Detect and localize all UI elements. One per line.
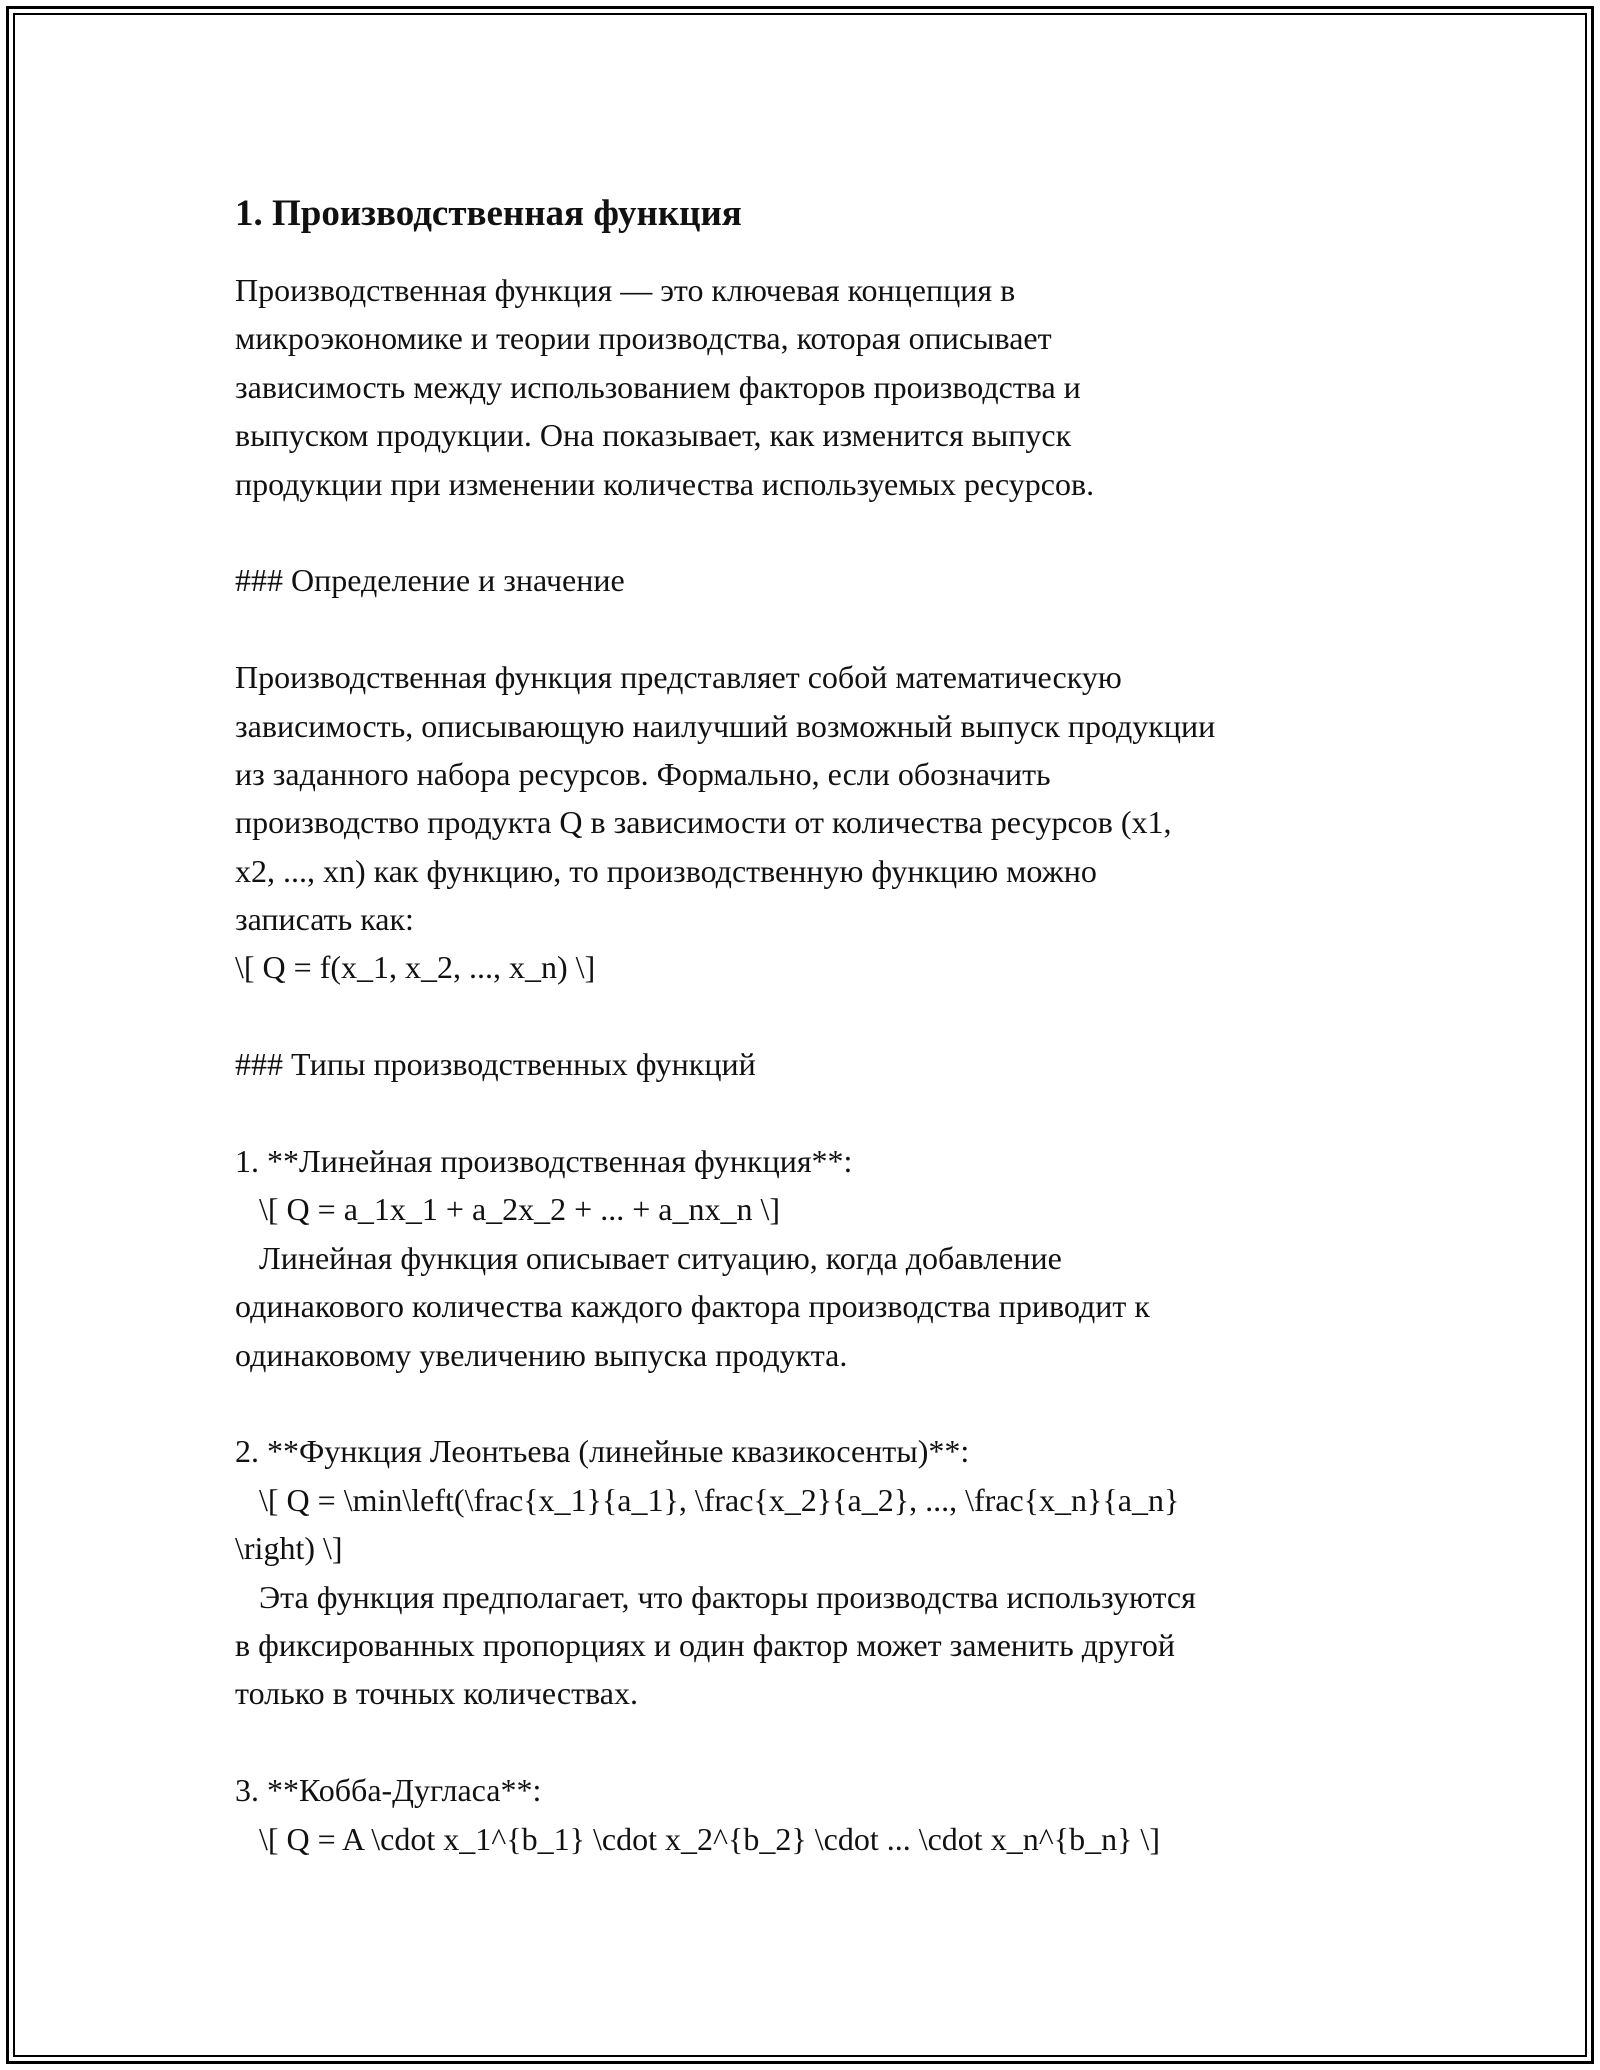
text-line: производство продукта Q в зависимости от количества ресурсов (x1,: [235, 804, 1172, 841]
intro-paragraph: [235, 266, 1385, 508]
subheading-definition: [235, 556, 1385, 604]
text-line: 1. **Линейная производственная функция**:: [235, 1143, 853, 1180]
text-line: 2. **Функция Леонтьева (линейные квазикосенты)**:: [235, 1433, 970, 1470]
formula-line: \right) \]: [235, 1530, 343, 1567]
definition-paragraph: [235, 653, 1385, 992]
spacer: [235, 238, 1385, 266]
text-line: продукции при изменении количества используемых ресурсов.: [235, 465, 1095, 502]
spacer: [235, 605, 1385, 653]
spacer: [235, 1718, 1385, 1766]
text-line: ### Типы производственных функций: [235, 1046, 756, 1083]
text-line: Эта функция предполагает, что факторы производства используются: [235, 1578, 1196, 1615]
formula-line: \[ Q = \min\left(\frac{x_1}{a_1}, \frac{x_2}{a_2}, ..., \frac{x_n}{a_n}: [235, 1481, 1180, 1518]
text-line: 3. **Кобба-Дугласа**:: [235, 1772, 542, 1809]
text-line: записать как:: [235, 901, 414, 938]
text-line: ### Определение и значение: [235, 562, 625, 599]
document-body: [235, 190, 1385, 1863]
text-line: x2, ..., xn) как функцию, то производственную функцию можно: [235, 852, 1097, 889]
spacer: [235, 1089, 1385, 1137]
formula-line: \[ Q = a_1x_1 + a_2x_2 + ... + a_nx_n \]: [235, 1191, 780, 1228]
text-line: Производственная функция представляет собой математическую: [235, 659, 1122, 696]
spacer: [235, 1379, 1385, 1427]
text-line: зависимость, описывающую наилучший возможный выпуск продукции: [235, 707, 1216, 744]
text-line: выпуском продукции. Она показывает, как изменится выпуск: [235, 417, 1072, 454]
list-item-leontief: [235, 1427, 1385, 1717]
formula-line: \[ Q = A \cdot x_1^{b_1} \cdot x_2^{b_2} \cdot ... \cdot x_n^{b_n} \]: [235, 1820, 1160, 1857]
spacer: [235, 508, 1385, 556]
text-line: микроэкономике и теории производства, которая описывает: [235, 320, 1052, 357]
text-line: в фиксированных пропорциях и один фактор может заменить другой: [235, 1626, 1176, 1663]
text-line: из заданного набора ресурсов. Формально, если обозначить: [235, 755, 1051, 792]
text-line: зависимость между использованием факторов производства и: [235, 368, 1081, 405]
list-item-cobb-douglas: [235, 1766, 1385, 1863]
subheading-types: [235, 1040, 1385, 1088]
text-line: одинакового количества каждого фактора производства приводит к: [235, 1288, 1150, 1325]
text-line: одинаковому увеличению выпуска продукта.: [235, 1336, 848, 1373]
section-heading: 1. Производственная функция: [235, 193, 742, 234]
list-item-linear: [235, 1137, 1385, 1379]
spacer: [235, 992, 1385, 1040]
text-line: Линейная функция описывает ситуацию, когда добавление: [235, 1239, 1062, 1276]
formula-line: \[ Q = f(x_1, x_2, ..., x_n) \]: [235, 949, 596, 986]
text-line: Производственная функция — это ключевая концепция в: [235, 272, 1016, 308]
text-line: только в точных количествах.: [235, 1675, 638, 1712]
